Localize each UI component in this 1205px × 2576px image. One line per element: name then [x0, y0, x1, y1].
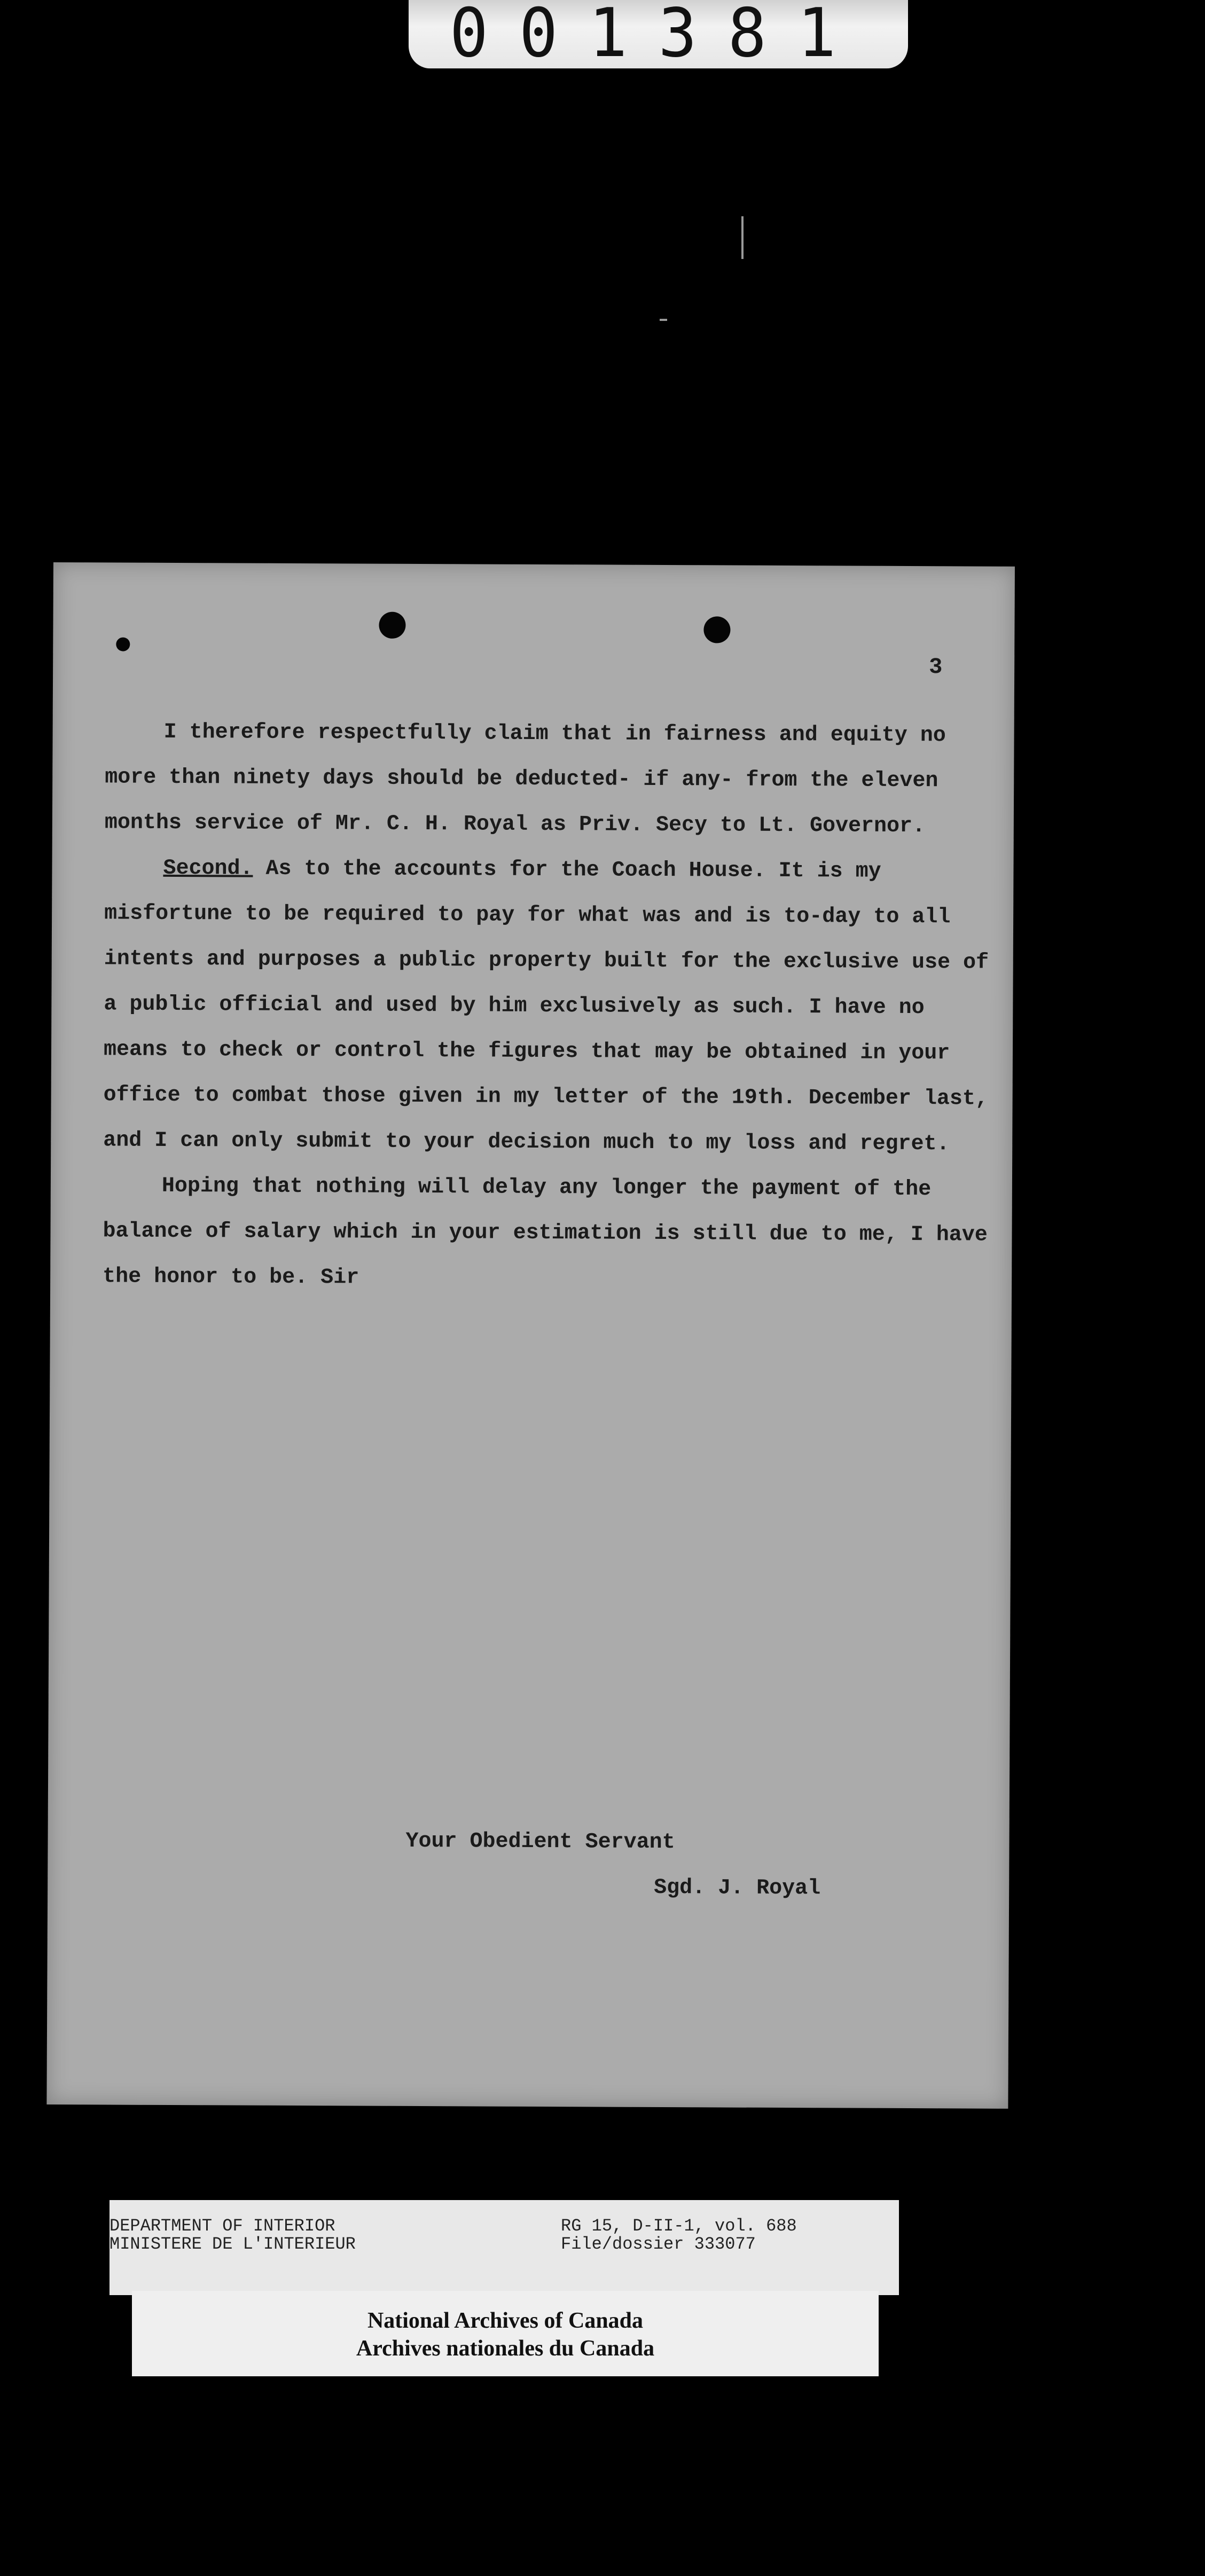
- signature: Sgd. J. Royal: [654, 1875, 821, 1901]
- department-line-2: MINISTERE DE L'INTERIEUR: [109, 2234, 356, 2254]
- department-line-1: DEPARTMENT OF INTERIOR: [109, 2216, 335, 2236]
- closing: Your Obedient Servant: [405, 1829, 675, 1855]
- paragraph-2-text: As to the accounts for the Coach House. It is my misfortune to be required to pay for what was and is to-day to all intents and purposes a public property built for the exclusive use of a public official and used by him exclusively as such. I have no means to check or control the figures that may be obtained in your office to combat those given in my letter of the 19th. December last, and I can only submit to your decision much to my loss and regret.: [103, 857, 989, 1157]
- archives-line-1: National Archives of Canada: [367, 2308, 644, 2333]
- reference-line-1: RG 15, D-II-1, vol. 688: [561, 2216, 797, 2236]
- paragraph-2: [103, 845, 1002, 1167]
- reference-line-2: File/dossier 333077: [561, 2234, 756, 2254]
- archives-label: [132, 2291, 879, 2376]
- department-names: [109, 2217, 356, 2253]
- paragraph-3: Hoping that nothing will delay any longer the payment of the balance of salary which in your estimation is still due to me, I have the honor to be. Sir: [103, 1174, 988, 1290]
- archive-reference: [561, 2217, 797, 2253]
- punch-hole-right: [703, 616, 730, 643]
- film-speck: [660, 319, 667, 321]
- frame-counter: 001381: [409, 0, 908, 68]
- document-page: [46, 562, 1015, 2109]
- margin-mark: [116, 638, 130, 651]
- punch-hole-left: [379, 612, 405, 639]
- paragraph-1: I therefore respectfully claim that in fairness and equity no more than ninety days should be deducted- if any- from the eleven months service of Mr. C. H. Royal as Priv. Secy to Lt. Governor.: [104, 720, 946, 839]
- film-scratch: [741, 216, 744, 259]
- paragraph-2-lead: Second.: [163, 856, 253, 881]
- archives-line-2: Archives nationales du Canada: [356, 2336, 655, 2361]
- department-label: [109, 2200, 899, 2295]
- letter-body: [103, 709, 1003, 1303]
- page-number: 3: [929, 654, 943, 680]
